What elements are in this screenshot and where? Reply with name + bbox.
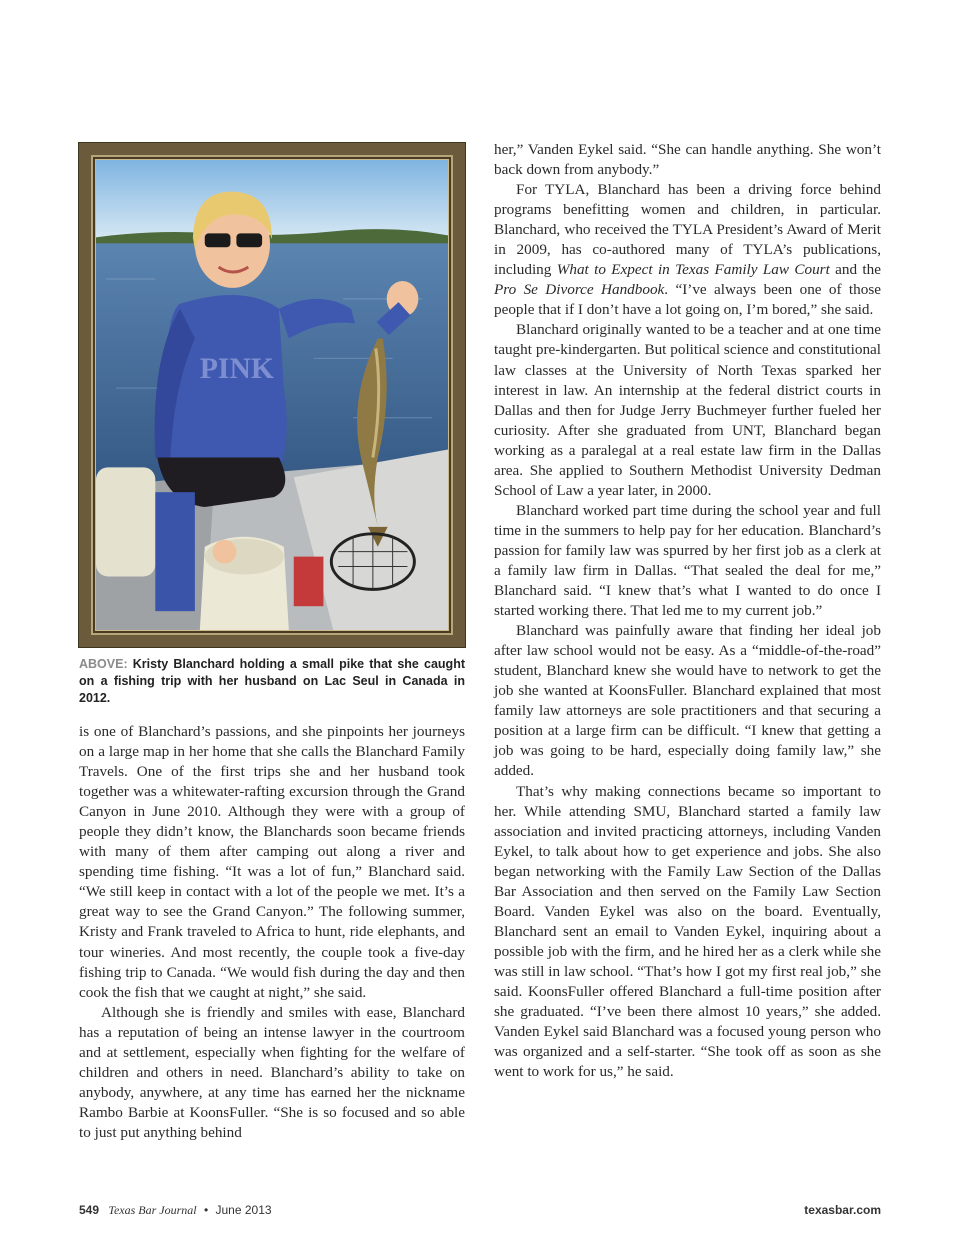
paragraph (494, 180, 881, 320)
website-link[interactable]: texasbar.com (804, 1203, 881, 1217)
photo-frame (79, 143, 465, 647)
page-footer (79, 1203, 881, 1219)
paragraph: is one of Blanchard’s passions, and she pinpoints her journeys on a large map in her home that she calls the Blanchard Family Travels. One of the first trips she and her husband took together was a whitewater-rafting excursion through the Grand Canyon in June 2010. Although they were with a group of people they didn’t know, the Blanchards soon became friends with many of them after camping out along a river and spending time fishing. “It was a lot of fun,” Blanchard said. “We still keep in contact with a lot of the people we met. It’s a great way to see the Grand Canyon.” The following summer, Kristy and Frank traveled to Africa to hunt, ride elephants, and tour wineries. And most recently, the couple took a five-day fishing trip to Canada. “We would fish during the day and then cook the fish that we caught at night,” she said. (79, 723, 465, 1001)
right-column (494, 140, 881, 1082)
publication-title: What to Expect in Texas Family Law Court (556, 261, 830, 279)
publication-title: Pro Se Divorce Handbook (494, 281, 665, 299)
caption-lead: ABOVE: (79, 657, 128, 671)
page-number: 549 (79, 1203, 100, 1217)
fishing-photo (95, 159, 449, 631)
left-column (79, 722, 465, 1143)
paragraph: That’s why making connections became so important to her. While attending SMU, Blanchard started a family law association and invited practicing attorneys, including Vanden Eykel, to talk about how to get experience and jobs. She also began networking with the Family Law Section of the Dallas Bar Association and then served on the Family Law Section Board. Vanden Eykel was also on the board. Eventually, Blanchard sent an email to Vanden Eykel, inquiring about a possible job with the firm, and he hired her as a clerk while she was still in law school. “That’s how I got my first real job,” she said. KoonsFuller offered Blanchard a full-time position after she graduated. “I’ve been there almost 10 years,” she added. Vanden Eykel said Blanchard was a focused young person who was organized and a self-starter. “She took off as soon as she went to work for us,” he said. (494, 782, 881, 1081)
paragraph: Blanchard was painfully aware that finding her ideal job after law school would not be easy. As a “middle-of-the-road” student, Blanchard knew she would have to network to get the job she wanted at KoonsFuller. Blanchard explained that most family law attorneys are sole practitioners and that securing a position at a large firm can be difficult. “I knew that getting a job was going to be hard, especially doing family law,” she added. (494, 622, 881, 780)
photo-caption (79, 656, 465, 707)
paragraph: Blanchard originally wanted to be a teacher and at one time taught pre-kindergarten. But political science and constitutional law classes at the University of North Texas sparked her interest in law. An internship at the federal district courts in Dallas and then for Judge Jerry Buchmeyer further fueled her curiosity. After she graduated from UNT, Blanchard began working as a paralegal at a real estate law firm in the Dallas area. She applied to Southern Methodist University Dedman School of Law a year later, in 2000. (494, 321, 881, 499)
paragraph: Although she is friendly and smiles with ease, Blanchard has a reputation of being an intense lawyer in the courtroom and at settlement, especially when fighting for the welfare of children and others in need. Blanchard’s ability to take on anybody, anywhere, at any time has earned her the nickname Rambo Barbie at KoonsFuller. “She is so focused and so able to just put anything behind (79, 1003, 465, 1141)
issue-date: June 2013 (215, 1203, 272, 1217)
paragraph-text: and the (829, 261, 881, 279)
svg-text:PINK: PINK (199, 353, 274, 386)
caption-text: Kristy Blanchard holding a small pike that she caught on a fishing trip with her husband on Lac Seul in Canada in 2012. (79, 657, 465, 705)
photo-illustration (96, 160, 448, 630)
paragraph-text: For TYLA, Blanchard has been a driving force behind programs benefitting women and children, in particular. Blanchard, who received the TYLA President’s Award of Merit in 2009, has co-authored many of TYLA’s publications, including (494, 181, 881, 279)
paragraph: Blanchard worked part time during the school year and full time in the summers to help pay for her education. Blanchard’s passion for family law was spurred by her first job as a clerk at a family law firm in Dallas. “That sealed the deal for me,” Blanchard said. “I knew that’s what I wanted to do once I started working there. That led me to my current job.” (494, 501, 881, 620)
paragraph-text: . “I’ve always been one of those people that if I don’t have a lot going on, I’m bored,” she said. (494, 281, 881, 319)
footer-separator: • (203, 1203, 209, 1217)
journal-name: Texas Bar Journal (108, 1203, 197, 1217)
paragraph: her,” Vanden Eykel said. “She can handle anything. She won’t back down from anybody.” (494, 141, 881, 179)
